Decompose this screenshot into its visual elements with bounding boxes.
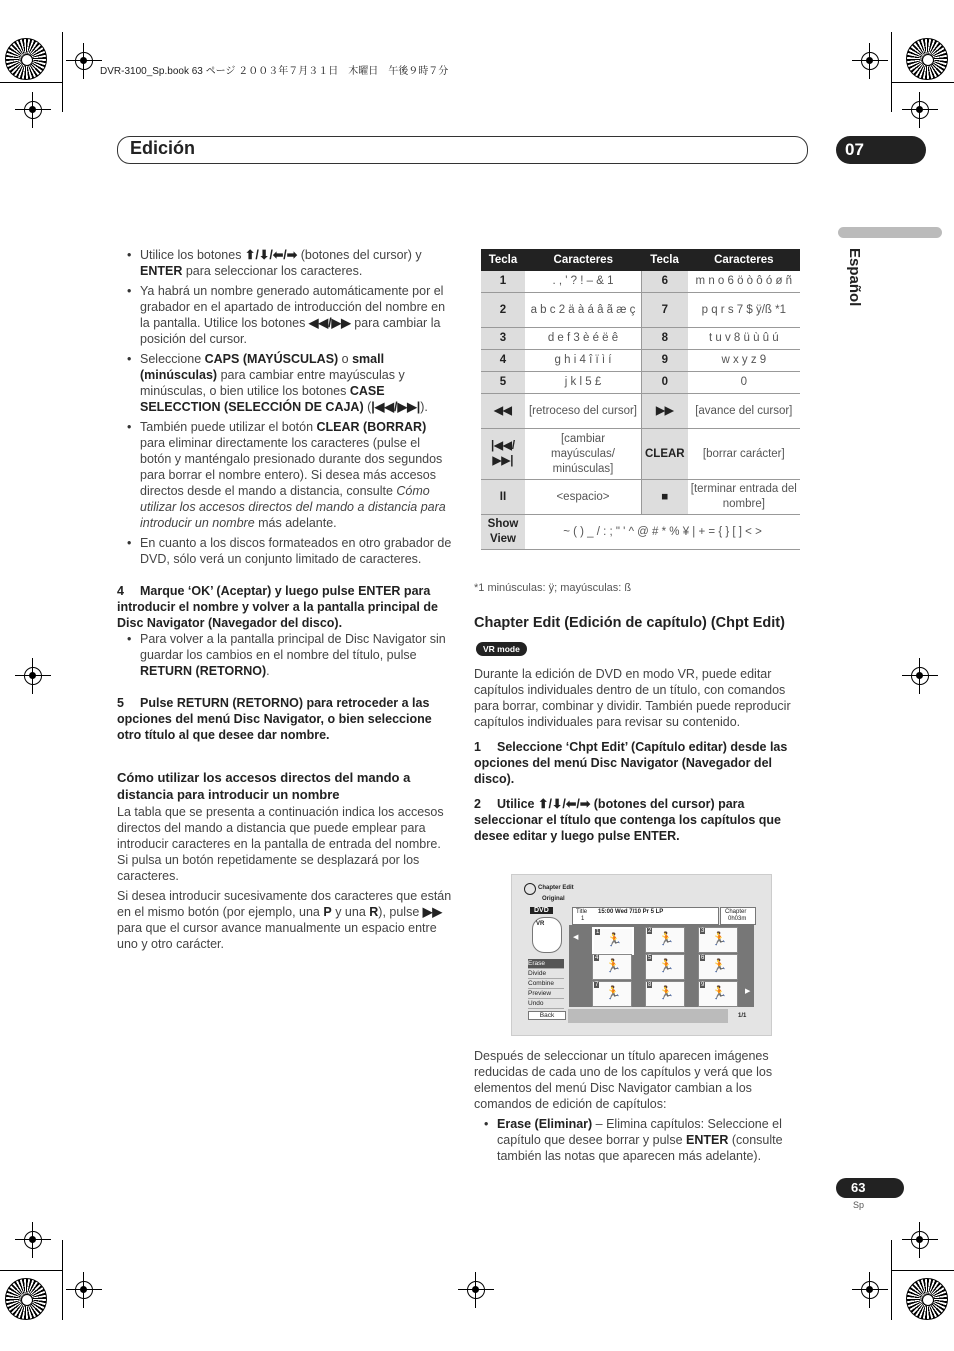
characters-cell: 0 (688, 372, 800, 394)
key-cell: 6 (642, 271, 688, 293)
registration-mark (902, 1222, 938, 1258)
chapter-edit-screenshot (511, 874, 772, 1036)
bullet-item (117, 283, 453, 347)
text-run: CASE SELECCTION (SELECCIÓN DE CAJA) (140, 384, 385, 414)
bullet-item (117, 247, 453, 279)
registration-mark (458, 1272, 494, 1308)
table-row (481, 480, 800, 515)
key-cell: Show View (481, 515, 525, 550)
screen-subtitle: Original (542, 896, 565, 902)
bullet-item (117, 535, 453, 567)
thumbnail-number: 7 (595, 982, 599, 988)
shortcut-paragraph-2 (117, 888, 453, 952)
characters-cell: d e f 3 è é ë ê (525, 328, 642, 350)
text-run: para eliminar directamente los caracteres (pulse el botón y manténgalo presionado durante dos segundos para borrar el nombre entero). Si desea más accesos directos desde el mando a distancia, consulte (140, 436, 443, 498)
erase-bullet (474, 1116, 806, 1168)
characters-cell: [borrar carácter] (688, 429, 800, 480)
key-cell: ■ (642, 480, 688, 515)
registration-mark (15, 658, 51, 694)
thumbnail-number: 4 (595, 955, 599, 961)
chapter-time: 0h03m (728, 916, 747, 922)
text-run: ENTER (686, 1133, 729, 1147)
text-run: ⬆/⬇/⬅/➡ (244, 248, 298, 262)
table-row (481, 328, 800, 350)
back-button[interactable]: Back (528, 1011, 566, 1020)
chapter-thumbnail[interactable] (645, 927, 685, 953)
text-run: CAPS (MAYÚSCULAS) (204, 352, 339, 366)
chapter-thumbnail[interactable] (592, 954, 632, 980)
dvd-logo: DVD (530, 907, 553, 914)
table-row (481, 271, 800, 293)
key-cell: 7 (642, 293, 688, 328)
thumbnail-number: 2 (648, 928, 652, 934)
step-text: Pulse RETURN (RETORNO) para retroceder a las opciones del menú Disc Navigator, o bien seleccione otro título al que desee dar nombre. (117, 696, 432, 742)
shortcut-paragraph: La tabla que se presenta a continuación indica los accesos directos del mando a distancia que puede emplear para introducir caracteres en la pantalla de entrada del nombre. Si pulsa un botón repetidamente se desplazará por los caracteres. (117, 805, 444, 883)
registration-mark (852, 43, 888, 79)
text-run: R (369, 905, 379, 919)
step-text: Seleccione ‘Chpt Edit’ (Capítulo editar) desde las opciones del menú Disc Navigator (Navegador del disco). (474, 740, 788, 786)
step-5 (117, 695, 453, 743)
text-run: También puede utilizar el botón (140, 420, 317, 434)
bullet-item (117, 419, 453, 531)
registration-mark (902, 92, 938, 128)
text-run: En cuanto a los discos formateados en otro grabador de DVD, sólo verá un conjunto limitado de caracteres. (140, 536, 452, 566)
step-number: 5 (117, 696, 124, 710)
page-number: 63 (836, 1178, 904, 1198)
text-run: ), pulse (378, 905, 423, 919)
column-header: Tecla (481, 249, 525, 271)
thumbnail-number: 8 (648, 982, 652, 988)
footnote: *1 minúsculas: ÿ; mayúsculas: ß (474, 582, 632, 594)
text-run: para cambiar la posición del cursor. (140, 316, 441, 346)
key-cell: II (481, 480, 525, 515)
key-cell: 2 (481, 293, 525, 328)
thumbnail-number: 9 (701, 982, 705, 988)
text-run: Si desea introducir sucesivamente dos caracteres que están en el mismo botón (por ejemplo, una (117, 889, 452, 919)
text-run: Cómo utilizar los accesos directos del mando a distancia para introducir un nombre (140, 484, 446, 530)
key-cell: 1 (481, 271, 525, 293)
crop-sunburst-mark (5, 38, 47, 80)
chapter-paragraph: Durante la edición de DVD en modo VR, puede editar capítulos individuales dentro de un título, con comandos para borrar, combinar y dividir. También puede reproducir capítulos individuales para revisar su contenido. (474, 667, 791, 729)
figure-icon: 🏃 (711, 985, 728, 1000)
title-label: Title (576, 909, 588, 915)
crop-line (0, 1270, 62, 1271)
characters-cell: t u v 8 ü ù û ú (688, 328, 800, 350)
title-info: 15:00 Wed 7/10 Pr 5 LP (598, 909, 664, 915)
instruction-bullets (117, 247, 453, 567)
text-run: y una (331, 905, 370, 919)
key-cell: 3 (481, 328, 525, 350)
step-4 (117, 583, 453, 631)
chapter-number-badge: 07 (836, 136, 926, 164)
bullet-item (117, 351, 453, 415)
table-row (481, 293, 800, 328)
registration-mark (852, 1272, 888, 1308)
page-indicator: 1/1 (738, 1013, 747, 1019)
crop-line (891, 1240, 892, 1320)
text-run: para que el cursor avance manualmente un espacio entre uno y otro carácter. (117, 921, 437, 951)
text-run: (botones del cursor) y (297, 248, 422, 262)
crop-line (891, 82, 954, 83)
language-text: Español (846, 248, 863, 307)
key-cell: 0 (642, 372, 688, 394)
figure-icon: 🏃 (605, 985, 622, 1000)
character-shortcut-table (481, 249, 800, 550)
table-row (481, 350, 800, 372)
text-run: o (338, 352, 353, 366)
characters-cell: [cambiar mayúsculas/ minúsculas] (525, 429, 642, 480)
table-row (481, 515, 800, 550)
crop-sunburst-mark (906, 1278, 948, 1320)
key-cell: 5 (481, 372, 525, 394)
title-number: 1 (581, 916, 585, 922)
key-cell: ◀◀ (481, 394, 525, 429)
text-run: P (323, 905, 332, 919)
text-run: CLEAR (BORRAR) (316, 420, 427, 434)
key-cell: 4 (481, 350, 525, 372)
thumbnail-number: 6 (701, 955, 705, 961)
side-tab (838, 227, 942, 238)
figure-icon: 🏃 (658, 931, 675, 946)
text-run: Utilice los botones (140, 248, 245, 262)
left-arrow-icon[interactable]: ◀ (573, 934, 579, 941)
text-run: ◀◀/▶▶ (308, 316, 351, 330)
crop-sunburst-mark (5, 1278, 47, 1320)
chapter-label: Chapter (725, 909, 747, 915)
registration-mark (902, 658, 938, 694)
chapter-thumbnail[interactable] (592, 927, 634, 955)
table-row (481, 372, 800, 394)
step-2 (474, 796, 808, 844)
key-cell: ▶▶ (642, 394, 688, 429)
text-run: RETURN (RETORNO) (140, 664, 267, 678)
text-run: ). (420, 400, 428, 414)
menu-item-preview[interactable]: Preview (528, 989, 564, 999)
after-paragraph: Después de seleccionar un título aparecen imágenes reducidas de cada uno de los capítulos y verá que los elementos del menú Disc Navigator cambian a los comandos de edición de capítulos: (474, 1049, 773, 1111)
menu-item-erase[interactable]: Erase (528, 959, 564, 969)
crop-line (62, 32, 63, 112)
figure-icon: 🏃 (711, 958, 728, 973)
shortcut-heading: Cómo utilizar los accesos directos del mando a distancia para introducir un nombre (117, 770, 411, 802)
status-bar (568, 1009, 728, 1023)
step-text: Utilice ⬆/⬇/⬅/➡ (botones del cursor) para seleccionar el título que contenga los capítulos que desee editar y luego pulse ENTER. (474, 797, 782, 843)
registration-mark (66, 43, 102, 79)
crop-line (0, 82, 62, 83)
bullet-item (474, 1116, 806, 1164)
chapter-thumbnail[interactable] (698, 981, 738, 1007)
text-run: ENTER (140, 264, 183, 278)
figure-icon: 🏃 (658, 985, 675, 1000)
right-column-text (474, 666, 808, 844)
bullet-item (117, 631, 453, 679)
section-header-bar (117, 136, 808, 164)
characters-cell: w x y z 9 (688, 350, 800, 372)
table-row (481, 429, 800, 480)
step-text: Marque ‘OK’ (Aceptar) y luego pulse ENTER para introducir el nombre y volver a la pantalla principal de Disc Navigator (Navegador del disco). (117, 584, 438, 630)
characters-cell: <espacio> (525, 480, 642, 515)
step-1 (474, 739, 808, 787)
step-4-bullets (117, 631, 453, 679)
registration-mark (15, 1222, 51, 1258)
key-cell: CLEAR (642, 429, 688, 480)
side-language-label (843, 248, 863, 358)
step-number: 2 (474, 797, 481, 811)
figure-icon: 🏃 (606, 932, 623, 947)
text-run: (consulte también las notas que aparecen más adelante). (497, 1133, 783, 1163)
menu-item-combine[interactable]: Combine (528, 979, 564, 989)
text-run: Para volver a la pantalla principal de Disc Navigator sin guardar los cambios en el nombre del título, pulse (140, 632, 446, 662)
characters-cell: [avance del cursor] (688, 394, 800, 429)
chapter-thumbnail[interactable] (698, 954, 738, 980)
menu-item-undo[interactable]: Undo (528, 999, 564, 1009)
characters-cell: ~ ( ) _ / : ; " ' ^ @ # * % ¥ | + = { } [ ] < > (525, 515, 800, 550)
characters-cell: j k l 5 £ (525, 372, 642, 394)
print-header: DVR-3100_Sp.book 63 ページ ２００３年７月３１日 木曜日 午後９時７分 (100, 66, 449, 77)
text-run: ▶▶ (422, 905, 442, 919)
key-cell: |◀◀/ ▶▶| (481, 429, 525, 480)
step-number: 4 (117, 584, 124, 598)
left-column (117, 247, 453, 952)
thumbnail-number: 5 (648, 955, 652, 961)
figure-icon: 🏃 (711, 931, 728, 946)
characters-cell: . , ' ? ! – & 1 (525, 271, 642, 293)
characters-cell: [retroceso del cursor] (525, 394, 642, 429)
screen-title: Chapter Edit (538, 885, 574, 891)
crop-sunburst-mark (906, 38, 948, 80)
chapter-thumbnail[interactable] (592, 981, 632, 1007)
text-run: . (266, 664, 270, 678)
chapter-thumbnail[interactable] (645, 981, 685, 1007)
section-title: Edición (130, 138, 196, 158)
figure-icon: 🏃 (658, 958, 675, 973)
text-run: |◀◀/▶▶| (371, 400, 421, 414)
text-run: – Elimina capítulos: Seleccione el capítulo que desee borrar y pulse (497, 1117, 782, 1147)
chapter-thumbnail[interactable] (698, 927, 738, 953)
vr-label: VR (536, 921, 545, 927)
text-run: Seleccione (140, 352, 205, 366)
text-run: para cambiar entre mayúsculas y minúsculas, o bien utilice los botones (140, 368, 405, 398)
page-language: Sp (853, 1200, 865, 1210)
characters-cell: [terminar entrada del nombre] (688, 480, 800, 515)
characters-cell: m n o 6 ö ò ô ó ø ñ (688, 271, 800, 293)
text-run: small (minúsculas) (140, 352, 385, 382)
disc-icon (524, 883, 536, 895)
crop-line (891, 1270, 954, 1271)
registration-mark (15, 92, 51, 128)
text-run: ( (363, 400, 372, 414)
characters-cell: a b c 2 ä à á â ã æ ç (525, 293, 642, 328)
crop-line (891, 32, 892, 112)
column-header: Caracteres (688, 249, 800, 271)
text-run: Ya habrá un nombre generado automáticamente por el grabador en el apartado de introducción del nombre en la pantalla. Utilice los botones (140, 284, 446, 330)
characters-cell: g h i 4 î ï ì í (525, 350, 642, 372)
column-header: Caracteres (525, 249, 642, 271)
vr-mode-badge: VR mode (476, 642, 527, 656)
thumbnail-number: 1 (596, 929, 600, 935)
crop-line (62, 1240, 63, 1320)
menu-item-divide[interactable]: Divide (528, 969, 564, 979)
text-run: más adelante. (254, 516, 337, 530)
key-cell: 8 (642, 328, 688, 350)
table-row (481, 394, 800, 429)
chapter-edit-heading: Chapter Edit (Edición de capítulo) (Chpt Edit) (474, 615, 785, 631)
chapter-thumbnail[interactable] (645, 954, 685, 980)
registration-mark (66, 1272, 102, 1308)
step-number: 1 (474, 740, 481, 754)
text-run: para seleccionar los caracteres. (182, 264, 363, 278)
key-cell: 9 (642, 350, 688, 372)
characters-cell: p q r s 7 $ ÿ/ß *1 (688, 293, 800, 328)
column-header: Tecla (642, 249, 688, 271)
thumbnail-number: 3 (701, 928, 705, 934)
right-arrow-icon[interactable]: ▶ (745, 988, 751, 995)
figure-icon: 🏃 (605, 958, 622, 973)
text-run: Erase (Eliminar) (497, 1117, 593, 1131)
